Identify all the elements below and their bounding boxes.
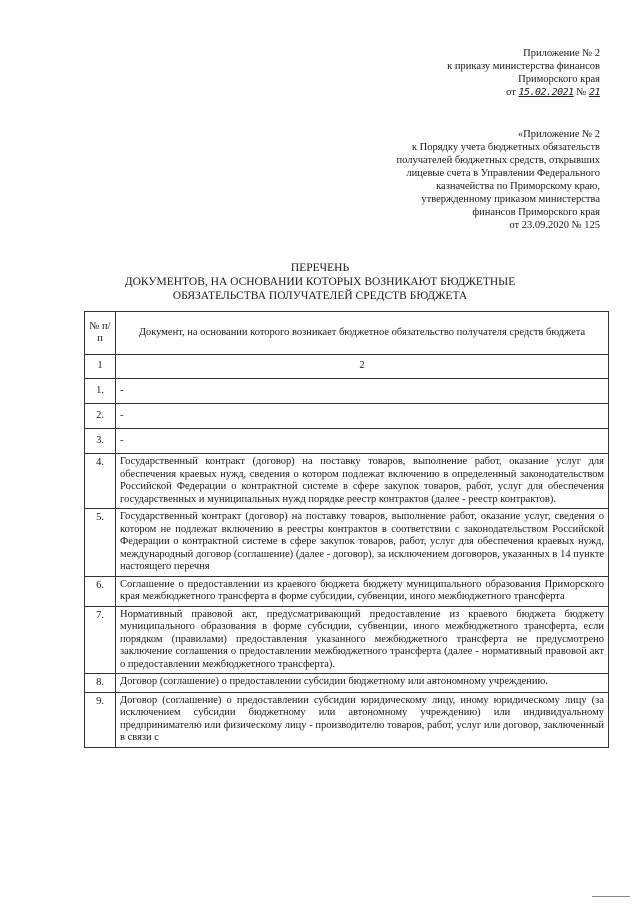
index-col-2: 2: [116, 355, 609, 379]
row-number: 5.: [85, 509, 116, 577]
handwritten-date: 15.02.2021: [518, 87, 574, 98]
appendix-header: [447, 47, 600, 99]
row-number: 4.: [85, 454, 116, 509]
ref-line: утвержденному приказом министерства: [421, 194, 600, 205]
ref-line: лицевые счета в Управлении Федерального: [406, 168, 600, 179]
row-number: 9.: [85, 692, 116, 747]
row-number: 1.: [85, 379, 116, 404]
title-line: ПЕРЕЧЕНЬ: [290, 262, 350, 274]
table-row: [85, 404, 609, 429]
document-title: [0, 261, 640, 303]
page-edge-mark: [592, 896, 630, 897]
row-number: 7.: [85, 606, 116, 674]
table-index-row: [85, 355, 609, 379]
row-text: Соглашение о предоставлении из краевого бюджета бюджету муниципального образования Приморского края межбюджетного трансферта в форме субсидии, субвенции, иного межбюджетного трансферта: [116, 576, 609, 606]
table-header-row: [85, 312, 609, 355]
row-text: Договор (соглашение) о предоставлении субсидии бюджетному или автономному учреждению.: [116, 674, 609, 693]
row-number: 3.: [85, 429, 116, 454]
title-line: ОБЯЗАТЕЛЬСТВА ПОЛУЧАТЕЛЕЙ СРЕДСТВ БЮДЖЕТА: [172, 290, 468, 302]
documents-table: [84, 311, 609, 748]
ref-line: к Порядку учета бюджетных обязательств: [411, 142, 600, 153]
table-row: [85, 576, 609, 606]
index-col-1: 1: [85, 355, 116, 379]
ref-line: финансов Приморского края: [472, 207, 600, 218]
table-row: [85, 429, 609, 454]
date-prefix: от: [506, 87, 516, 98]
row-text: -: [116, 379, 609, 404]
appendix-region: Приморского края: [518, 74, 600, 85]
row-text: Договор (соглашение) о предоставлении субсидии юридическому лицу, иному юридическому лицу (за исключением субсидии бюджетному или автономному учреждению) или индивидуальному предпринимателю или физическому лицу - производителю товаров, работ, услуг или договор, заключенный в связи с: [116, 692, 609, 747]
title-line: ДОКУМЕНТОВ, НА ОСНОВАНИИ КОТОРЫХ ВОЗНИКАЮТ БЮДЖЕТНЫЕ: [124, 276, 516, 288]
row-text: Государственный контракт (договор) на поставку товаров, выполнение работ, оказание услуг для обеспечения краевых нужд, сведения о котором подлежат включению в определенный законодательством Российской Федерации о контрактной системе в сфере закупок товаров, работ, услуг для обеспечения государственных и муниципальных нужд порядке реестр контрактов (далее - реестр контрактов).: [116, 454, 609, 509]
table-row: [85, 606, 609, 674]
header-number: № п/п: [85, 312, 116, 355]
row-text: Государственный контракт (договор) на поставку товаров, выполнение работ, оказание услуг, сведения о котором не подлежат включению в реестры контрактов в соответствии с законодательством Российской Федерации о контрактной системе в сфере закупок товаров, работ, услуг для обеспечения краевых нужд, международный договор (соглашение) (далее - договор), за исключением договоров, указанных в 14 пункте настоящего перечня: [116, 509, 609, 577]
table-row: [85, 692, 609, 747]
ref-line: казначейства по Приморскому краю,: [436, 181, 600, 192]
table-row: [85, 509, 609, 577]
ref-line: получателей бюджетных средств, открывших: [396, 155, 600, 166]
row-text: -: [116, 429, 609, 454]
handwritten-number: 21: [588, 87, 600, 98]
row-number: 8.: [85, 674, 116, 693]
table-row: [85, 454, 609, 509]
appendix-date-line: [447, 86, 600, 99]
number-prefix: №: [576, 87, 587, 98]
ref-line: от 23.09.2020 № 125: [509, 220, 600, 231]
header-document: Документ, на основании которого возникает бюджетное обязательство получателя средств бюджета: [116, 312, 609, 355]
row-number: 2.: [85, 404, 116, 429]
appendix-reference: [397, 128, 600, 232]
row-text: -: [116, 404, 609, 429]
appendix-number: Приложение № 2: [523, 48, 600, 59]
ref-line: «Приложение № 2: [517, 129, 600, 140]
row-text: Нормативный правовой акт, предусматривающий предоставление из краевого бюджета бюджету муниципального образования в форме субсидии, субвенции, иного межбюджетного трансферта, если порядком (правилами) предоставления указанного межбюджетного трансферта не предусмотрено заключение соглашения о предоставлении межбюджетного трансферта (далее - нормативный правовой акт о предоставлении межбюджетного трансферта).: [116, 606, 609, 674]
table-row: [85, 379, 609, 404]
table-row: [85, 674, 609, 693]
appendix-order-ref: к приказу министерства финансов: [447, 61, 600, 72]
row-number: 6.: [85, 576, 116, 606]
